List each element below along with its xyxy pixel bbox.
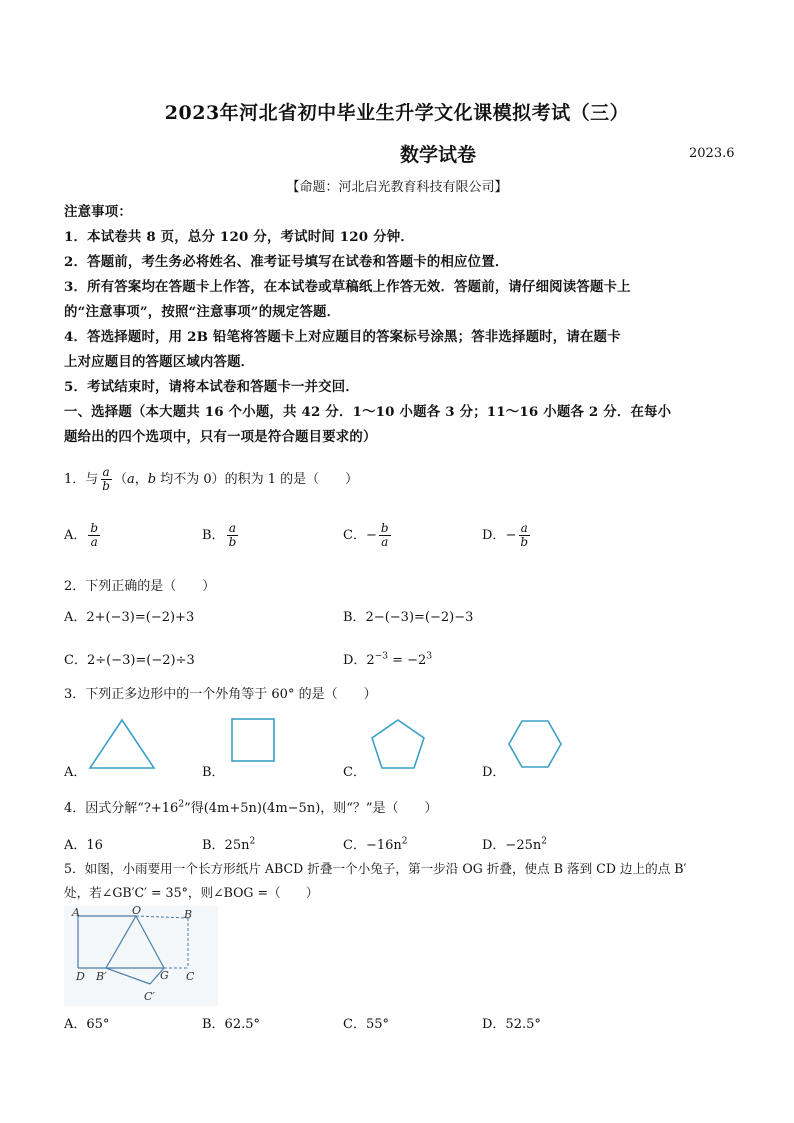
exam-title: 2023年河北省初中毕业生升学文化课模拟考试（三） bbox=[164, 102, 630, 124]
q5-stem-line2: 处，若∠GB′C′ = 35°，则∠BOG =（ ） bbox=[64, 885, 319, 900]
q1-option-b[interactable]: B． $\frac{a}{b}$ bbox=[202, 521, 237, 549]
q2-option-c[interactable]: C．2÷(−3)=(−2)÷3 bbox=[64, 653, 195, 668]
q3-option-d[interactable]: D． bbox=[482, 765, 506, 780]
label-b-prime: B′ bbox=[96, 970, 107, 983]
note-4b: 上对应题目的答题区域内答题． bbox=[64, 354, 255, 370]
q1-stem: 1．与 $\frac{a}{b}$ （a，b 均不为 0）的积为 1 的是（ ） bbox=[64, 465, 359, 493]
q5-option-d[interactable]: D．52.5° bbox=[482, 1017, 541, 1032]
q5-option-b[interactable]: B．62.5° bbox=[202, 1017, 260, 1032]
hexagon-figure bbox=[506, 716, 564, 772]
note-2: 2．答题前，考生务必将姓名、准考证号填写在试卷和答题卡的相应位置． bbox=[64, 254, 509, 270]
label-c: C bbox=[186, 970, 195, 983]
q2-stem: 2．下列正确的是（ ） bbox=[64, 579, 216, 594]
triangle-figure bbox=[86, 716, 158, 770]
q1-option-c[interactable]: C．− $\frac{b}{a}$ bbox=[343, 521, 389, 549]
q4-option-c[interactable]: C．$-16n^2$ bbox=[343, 836, 408, 853]
square-figure bbox=[228, 715, 280, 767]
label-a: A bbox=[72, 906, 80, 919]
section-header-2: 题给出的四个选项中，只有一项是符合题目要求的） bbox=[64, 429, 377, 445]
q5-figure bbox=[64, 906, 218, 1006]
note-5: 5．考试结束时，请将本试卷和答题卡一并交回． bbox=[64, 379, 359, 395]
q1-option-d[interactable]: D．− $\frac{a}{b}$ bbox=[482, 521, 529, 549]
author-line: 【命题：河北启光教育科技有限公司】 bbox=[286, 180, 508, 195]
q2-option-a[interactable]: A．2+(−3)=(−2)+3 bbox=[64, 610, 195, 625]
q1-option-a[interactable]: A． $\frac{b}{a}$ bbox=[64, 521, 99, 549]
q4-option-b[interactable]: B．$25n^2$ bbox=[202, 836, 256, 853]
q4-stem: 4．因式分解“$?+16^2$”得(4m+5n)(4m−5n)，则“？”是（ ） bbox=[64, 799, 438, 816]
q1-fraction: $\frac{a}{b}$ bbox=[102, 465, 110, 493]
note-3b: 的“注意事项”，按照“注意事项”的规定答题． bbox=[64, 304, 341, 320]
section-header-1: 一、选择题（本大题共 16 个小题，共 42 分．1～10 小题各 3 分；11～16 小题各 2 分．在每小 bbox=[64, 404, 672, 420]
q2-option-d[interactable]: D．$2^{-3} = -2^3$ bbox=[343, 651, 433, 668]
q5-option-c[interactable]: C．55° bbox=[343, 1017, 389, 1032]
label-c-prime: C′ bbox=[144, 990, 155, 1003]
q3-option-b[interactable]: B． bbox=[202, 765, 225, 780]
q5-option-a[interactable]: A．65° bbox=[64, 1017, 110, 1032]
note-4a: 4．答选择题时，用 2B 铅笔将答题卡上对应题目的答案标号涂黑；答非选择题时，请在题卡 bbox=[64, 329, 621, 345]
q3-option-c[interactable]: C． bbox=[343, 765, 366, 780]
q3-option-a[interactable]: A． bbox=[64, 765, 87, 780]
q4-option-d[interactable]: D．$-25n^2$ bbox=[482, 836, 547, 853]
notes-heading: 注意事项： bbox=[64, 204, 132, 220]
q2-option-b[interactable]: B．2−(−3)=(−2)−3 bbox=[343, 610, 474, 625]
label-b: B bbox=[184, 908, 193, 921]
q4-option-a[interactable]: A．16 bbox=[64, 838, 103, 853]
label-d: D bbox=[76, 970, 85, 983]
note-1: 1．本试卷共 8 页，总分 120 分，考试时间 120 分钟． bbox=[64, 229, 414, 245]
subject-title: 数学试卷 bbox=[400, 144, 477, 166]
note-3a: 3．所有答案均在答题卡上作答，在本试卷或草稿纸上作答无效．答题前，请仔细阅读答题卡上 bbox=[64, 279, 631, 295]
exam-date: 2023.6 bbox=[689, 146, 735, 161]
q5-stem-line1: 5．如图，小雨要用一个长方形纸片 ABCD 折叠一个小兔子，第一步沿 OG 折叠，使点 B 落到 CD 边上的点 B′ bbox=[64, 861, 687, 876]
q3-stem: 3．下列正多边形中的一个外角等于 60° 的是（ ） bbox=[64, 687, 377, 702]
label-o: O bbox=[132, 906, 142, 917]
pentagon-figure bbox=[368, 716, 428, 772]
label-g: G bbox=[160, 969, 169, 982]
